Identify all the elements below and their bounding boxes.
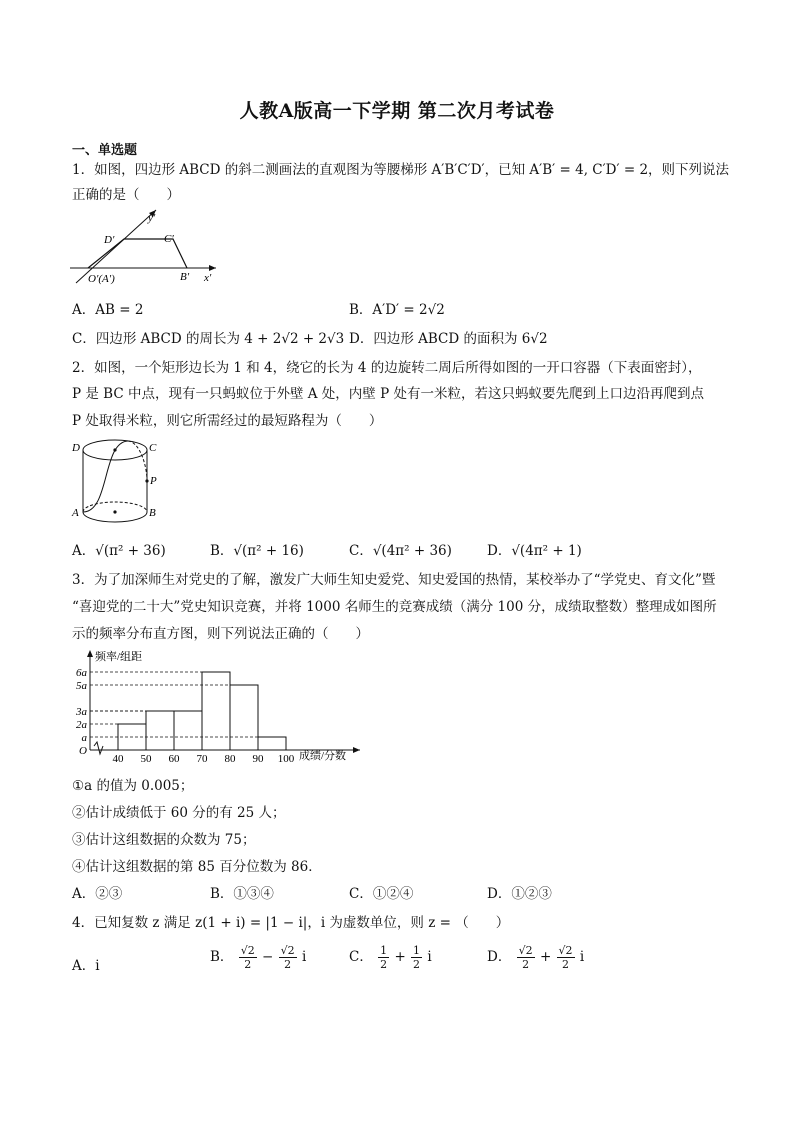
q2-line-3: P 处取得米粒，则它所需经过的最短路程为（ ） <box>72 413 383 429</box>
q4-d-plus: + <box>539 949 552 965</box>
q3-statement-1: ①a 的值为 0.005； <box>72 778 194 794</box>
q2-label-a: A <box>72 507 79 519</box>
q4-line-1: 4．已知复数 z 满足 z(1 + i) = |1 − i|，i 为虚数单位，则 z = （ ） <box>72 915 510 931</box>
q3-statement-4: ④估计这组数据的第 85 百分位数为 86． <box>72 859 322 875</box>
q4-b-frac-2: $\frac{√2}{2}$ <box>280 944 295 971</box>
x-tick-label: 70 <box>196 753 208 764</box>
q4-c-frac-2: $\frac{1}{2}$ <box>413 944 421 971</box>
q3-line-2: “喜迎党的二十大”党史知识竞赛，并将 1000 名师生的竞赛成绩（满分 100 分，成绩取整数）整理成如图所 <box>72 599 717 615</box>
q1-label-c: C′ <box>164 233 174 245</box>
q4-c-frac-1: $\frac{1}{2}$ <box>380 944 388 971</box>
q2-label-c: C <box>149 442 157 454</box>
q4-c-plus: + <box>394 949 406 965</box>
q1-option-a: A．AB = 2 <box>72 302 144 318</box>
q4-b-frac-1: $\frac{√2}{2}$ <box>240 944 255 971</box>
q1-label-b: B′ <box>180 271 190 283</box>
chart-origin-label: O <box>79 745 87 757</box>
q2-option-a: A．√(π² + 36) <box>72 543 166 559</box>
q1-option-b: B．A′D′ = 2√2 <box>349 302 445 318</box>
histogram-bar <box>202 672 230 750</box>
x-tick-label: 90 <box>252 753 264 764</box>
q4-option-b-label: B． <box>210 949 234 965</box>
q1-option-c: C．四边形 ABCD 的周长为 4 + 2√2 + 2√3 <box>72 331 345 347</box>
y-tick-label: 3a <box>76 706 87 718</box>
q4-option-a: A．i <box>72 958 100 974</box>
q2-line-1: 2．如图，一个矩形边长为 1 和 4，绕它的长为 4 的边旋转二周后所得如图的一开口容器（下表面密封）， <box>72 360 702 376</box>
exam-title: 人教A版高一下学期 第二次月考试卷 <box>239 100 555 122</box>
histogram-bar <box>146 711 174 750</box>
q3-line-1: 3．为了加深师生对党史的了解，激发广大师生知史爱党、知史爱国的热情，某校举办了“学党史、育文化”暨 <box>72 572 716 588</box>
q4-c-i: i <box>427 949 432 965</box>
q1-label-o: O′(A′) <box>88 273 115 285</box>
q2-option-d: D．√(4π² + 1) <box>487 543 582 559</box>
q4-b-i: i <box>301 949 307 965</box>
q4-d-frac-1: $\frac{√2}{2}$ <box>518 944 533 971</box>
q3-option-d: D．①②③ <box>487 886 552 902</box>
q1-line-1: 1．如图，四边形 ABCD 的斜二测画法的直观图为等腰梯形 A′B′C′D′，已知 A′B′ = 4, C′D′ = 2，则下列说法 <box>72 162 730 178</box>
q1-label-d: D′ <box>104 234 115 246</box>
q2-label-p: P <box>150 475 157 487</box>
q4-option-c-label: C． <box>349 949 373 965</box>
q1-line-2: 正确的是（ ） <box>72 187 180 203</box>
q2-label-d: D <box>72 442 80 454</box>
chart-y-label: 频率/组距 <box>95 651 143 663</box>
y-tick-label: 5a <box>76 680 87 692</box>
histogram-bar <box>174 711 202 750</box>
q4-d-i: i <box>579 949 585 965</box>
x-tick-label: 80 <box>224 753 236 764</box>
q4-option-c <box>349 944 432 971</box>
chart-x-label: 成绩/分数 <box>299 750 347 762</box>
x-tick-label: 60 <box>168 753 180 764</box>
q4-option-d-label: D． <box>487 949 512 965</box>
histogram-bar <box>230 685 258 750</box>
q1-label-x: x′ <box>204 272 212 284</box>
q2-option-c: C．√(4π² + 36) <box>349 543 452 559</box>
section-heading: 一、单选题 <box>72 143 138 158</box>
q1-trapezoid-figure <box>66 206 226 288</box>
q3-line-3: 示的频率分布直方图，则下列说法正确的（ ） <box>72 626 369 642</box>
y-tick-label: a <box>81 732 87 744</box>
q1-option-d: D．四边形 ABCD 的面积为 6√2 <box>349 331 548 347</box>
q3-statement-2: ②估计成绩低于 60 分的有 25 人； <box>72 805 286 821</box>
y-tick-label: 2a <box>76 719 87 731</box>
q3-option-c: C．①②④ <box>349 886 414 902</box>
x-tick-label: 100 <box>277 753 295 764</box>
y-tick-label: 6a <box>76 667 87 679</box>
q4-b-minus: − <box>262 949 274 965</box>
q4-option-b <box>210 944 306 971</box>
q2-cylinder-figure <box>70 436 160 528</box>
q2-line-2: P 是 BC 中点，现有一只蚂蚁位于外壁 A 处，内壁 P 处有一米粒，若这只蚂蚁要先爬到上口边沿再爬到点 <box>72 386 704 402</box>
histogram-bar <box>258 737 286 750</box>
q2-option-b: B．√(π² + 16) <box>210 543 304 559</box>
q3-option-a: A．②③ <box>72 886 123 902</box>
q3-option-b: B．①③④ <box>210 886 274 902</box>
q4-d-frac-2: $\frac{√2}{2}$ <box>558 944 573 971</box>
q3-statement-3: ③估计这组数据的众数为 75； <box>72 832 256 848</box>
q3-histogram <box>70 646 370 764</box>
q1-label-y: y′ <box>148 212 156 224</box>
x-tick-label: 40 <box>112 753 124 764</box>
q2-label-b: B <box>149 507 156 519</box>
q4-option-d <box>487 944 584 971</box>
x-tick-label: 50 <box>140 753 152 764</box>
